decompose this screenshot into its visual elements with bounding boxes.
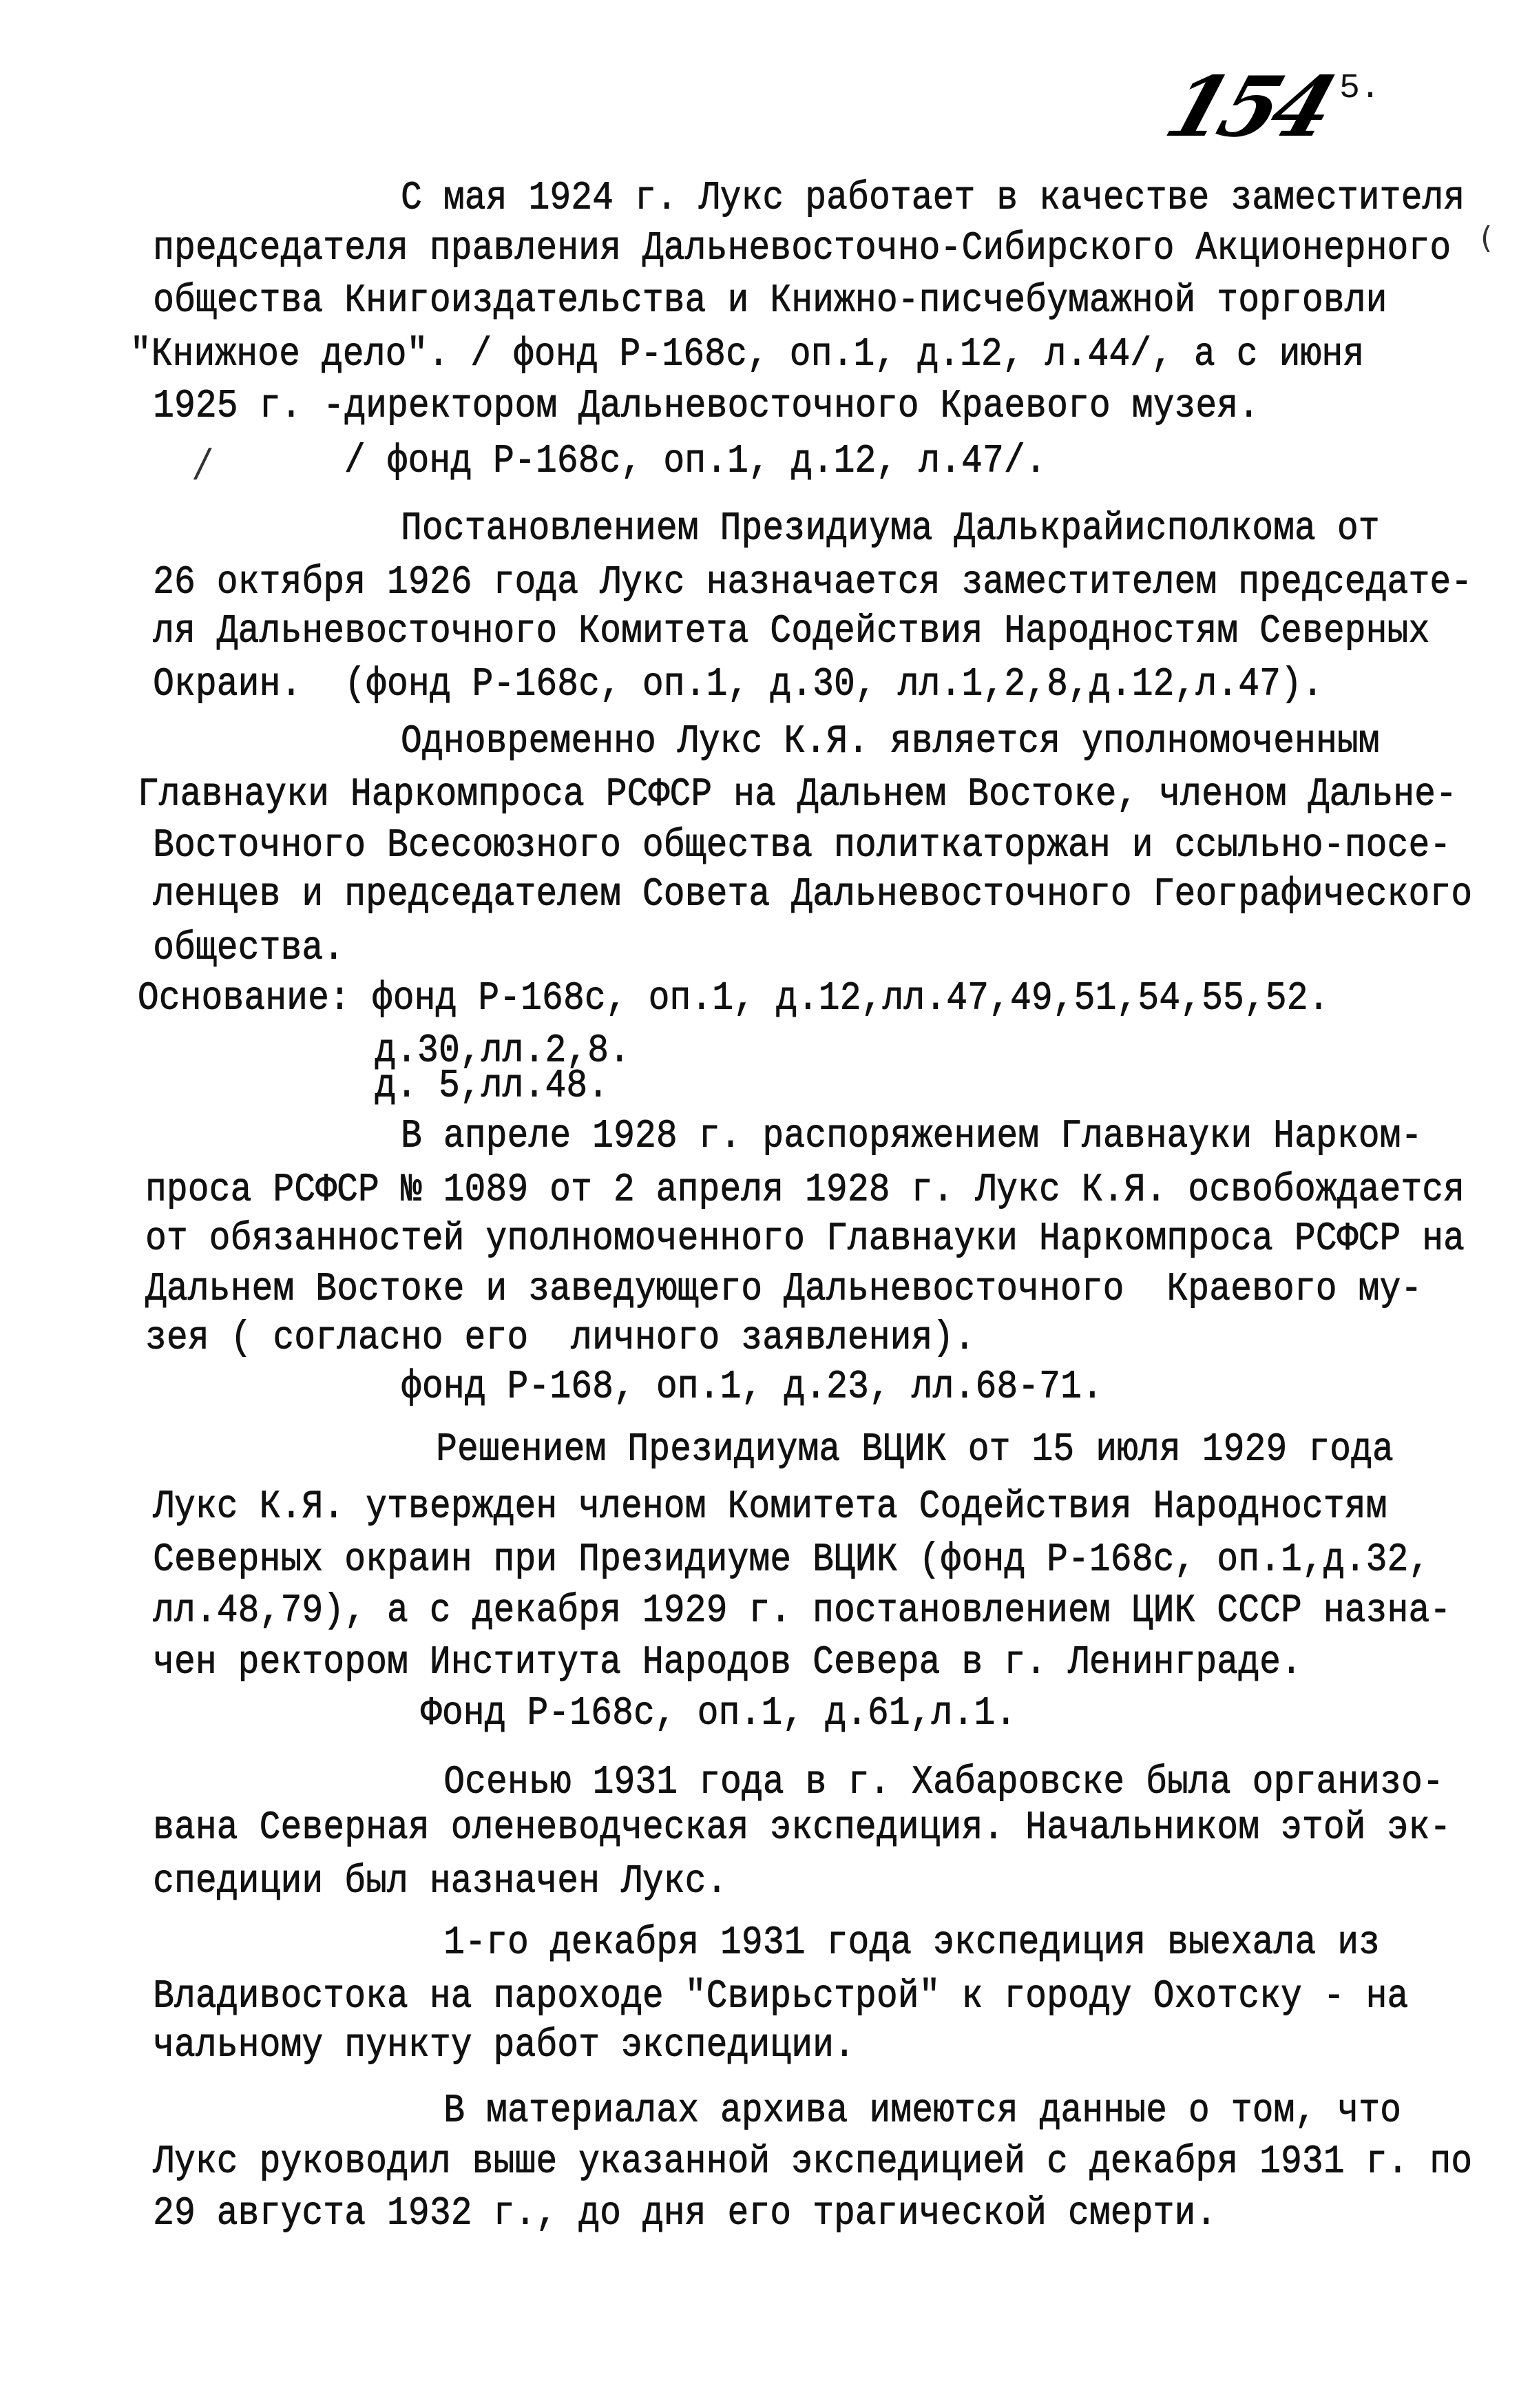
text-line: Главнауки Наркомпроса РСФСР на Дальнем Востоке, членом Дальне- bbox=[137, 773, 1458, 818]
text-line: Владивостока на пароходе "Свирьстрой" к городу Охотску - на bbox=[153, 1975, 1409, 2020]
text-line: председателя правления Дальневосточно-Сибирского Акционерного bbox=[153, 227, 1452, 271]
text-line: В материалах архива имеются данные о том, что bbox=[443, 2089, 1402, 2134]
text-line: от обязанностей уполномоченного Главнауки Наркомпроса РСФСР на bbox=[145, 1217, 1465, 1262]
text-line: 26 октября 1926 года Лукс назначается заместителем председате- bbox=[153, 561, 1473, 605]
text-line: В апреле 1928 г. распоряжением Главнауки Нарком- bbox=[401, 1114, 1423, 1159]
text-line: 1-го декабря 1931 года экспедиция выехала из bbox=[443, 1921, 1381, 1966]
text-line: Решением Президиума ВЦИК от 15 июля 1929 года bbox=[436, 1428, 1394, 1473]
text-line: Постановлением Президиума Далькрайисполкома от bbox=[401, 507, 1380, 552]
text-line: Окраин. (фонд Р-168с, оп.1, д.30, лл.1,2,8,д.12,л.47). bbox=[153, 663, 1323, 707]
margin-bracket-mark: ( bbox=[1480, 220, 1493, 256]
page-number: 5. bbox=[1339, 69, 1381, 108]
text-line: Северных окраин при Президиуме ВЦИК (фонд Р-168с, оп.1,д.32, bbox=[153, 1538, 1430, 1583]
text-line: Восточного Всесоюзного общества политкаторжан и ссыльно-посе- bbox=[153, 824, 1452, 869]
text-line: общества. bbox=[153, 926, 345, 971]
text-line: общества Книгоиздательства и Книжно-писчебумажной торговли bbox=[153, 279, 1387, 324]
text-line: / фонд Р-168с, оп.1, д.12, л.47/. bbox=[344, 439, 1047, 484]
text-line: проса РСФСР № 1089 от 2 апреля 1928 г. Лукс К.Я. освобождается bbox=[145, 1168, 1465, 1213]
text-line: Фонд Р-168с, оп.1, д.61,л.1. bbox=[421, 1692, 1017, 1736]
text-line: д.30,лл.2,8. bbox=[375, 1029, 631, 1073]
text-line: спедиции был назначен Лукс. bbox=[153, 1860, 728, 1904]
text-line: Дальнем Востоке и заведующего Дальневосточного Краевого му- bbox=[145, 1267, 1423, 1312]
text-line: С мая 1924 г. Лукс работает в качестве заместителя bbox=[401, 176, 1465, 221]
text-line: 1925 г. -директором Дальневосточного Краевого музея. bbox=[153, 384, 1260, 429]
text-line: "Книжное дело". / фонд Р-168с, оп.1, д.12, л.44/, а с июня bbox=[129, 333, 1365, 377]
text-line: фонд Р-168, оп.1, д.23, лл.68-71. bbox=[401, 1365, 1104, 1410]
text-line: Основание: фонд Р-168с, оп.1, д.12,лл.47,49,51,54,55,52. bbox=[137, 977, 1330, 1021]
text-line: 29 августа 1932 г., до дня его трагической смерти. bbox=[153, 2192, 1217, 2236]
handwritten-sheet-number: 154 bbox=[1155, 59, 1343, 156]
text-line: Одновременно Лукс К.Я. является уполномоченным bbox=[401, 720, 1380, 765]
text-line: чальному пункту работ экспедиции. bbox=[153, 2024, 856, 2068]
text-line: ля Дальневосточного Комитета Содействия Народностям Северных bbox=[153, 610, 1430, 654]
text-line: Лукс руководил выше указанной экспедицией с декабря 1931 г. по bbox=[153, 2140, 1473, 2185]
text-line: д. 5,лл.48. bbox=[375, 1064, 609, 1108]
text-line: Осенью 1931 года в г. Хабаровске была организо- bbox=[443, 1761, 1444, 1805]
text-line: вана Северная оленеводческая экспедиция. Начальником этой эк- bbox=[153, 1806, 1452, 1851]
text-line: Лукс К.Я. утвержден членом Комитета Содействия Народностям bbox=[153, 1485, 1387, 1530]
text-line: лл.48,79), а с декабря 1929 г. постановлением ЦИК СССР назна- bbox=[153, 1589, 1452, 1634]
margin-slash-mark: / bbox=[192, 441, 213, 486]
text-line: чен ректором Института Народов Севера в г. Ленинграде. bbox=[153, 1641, 1303, 1685]
text-line: ленцев и председателем Совета Дальневосточного Географического bbox=[153, 873, 1473, 917]
text-line: зея ( согласно его личного заявления). bbox=[145, 1316, 976, 1361]
